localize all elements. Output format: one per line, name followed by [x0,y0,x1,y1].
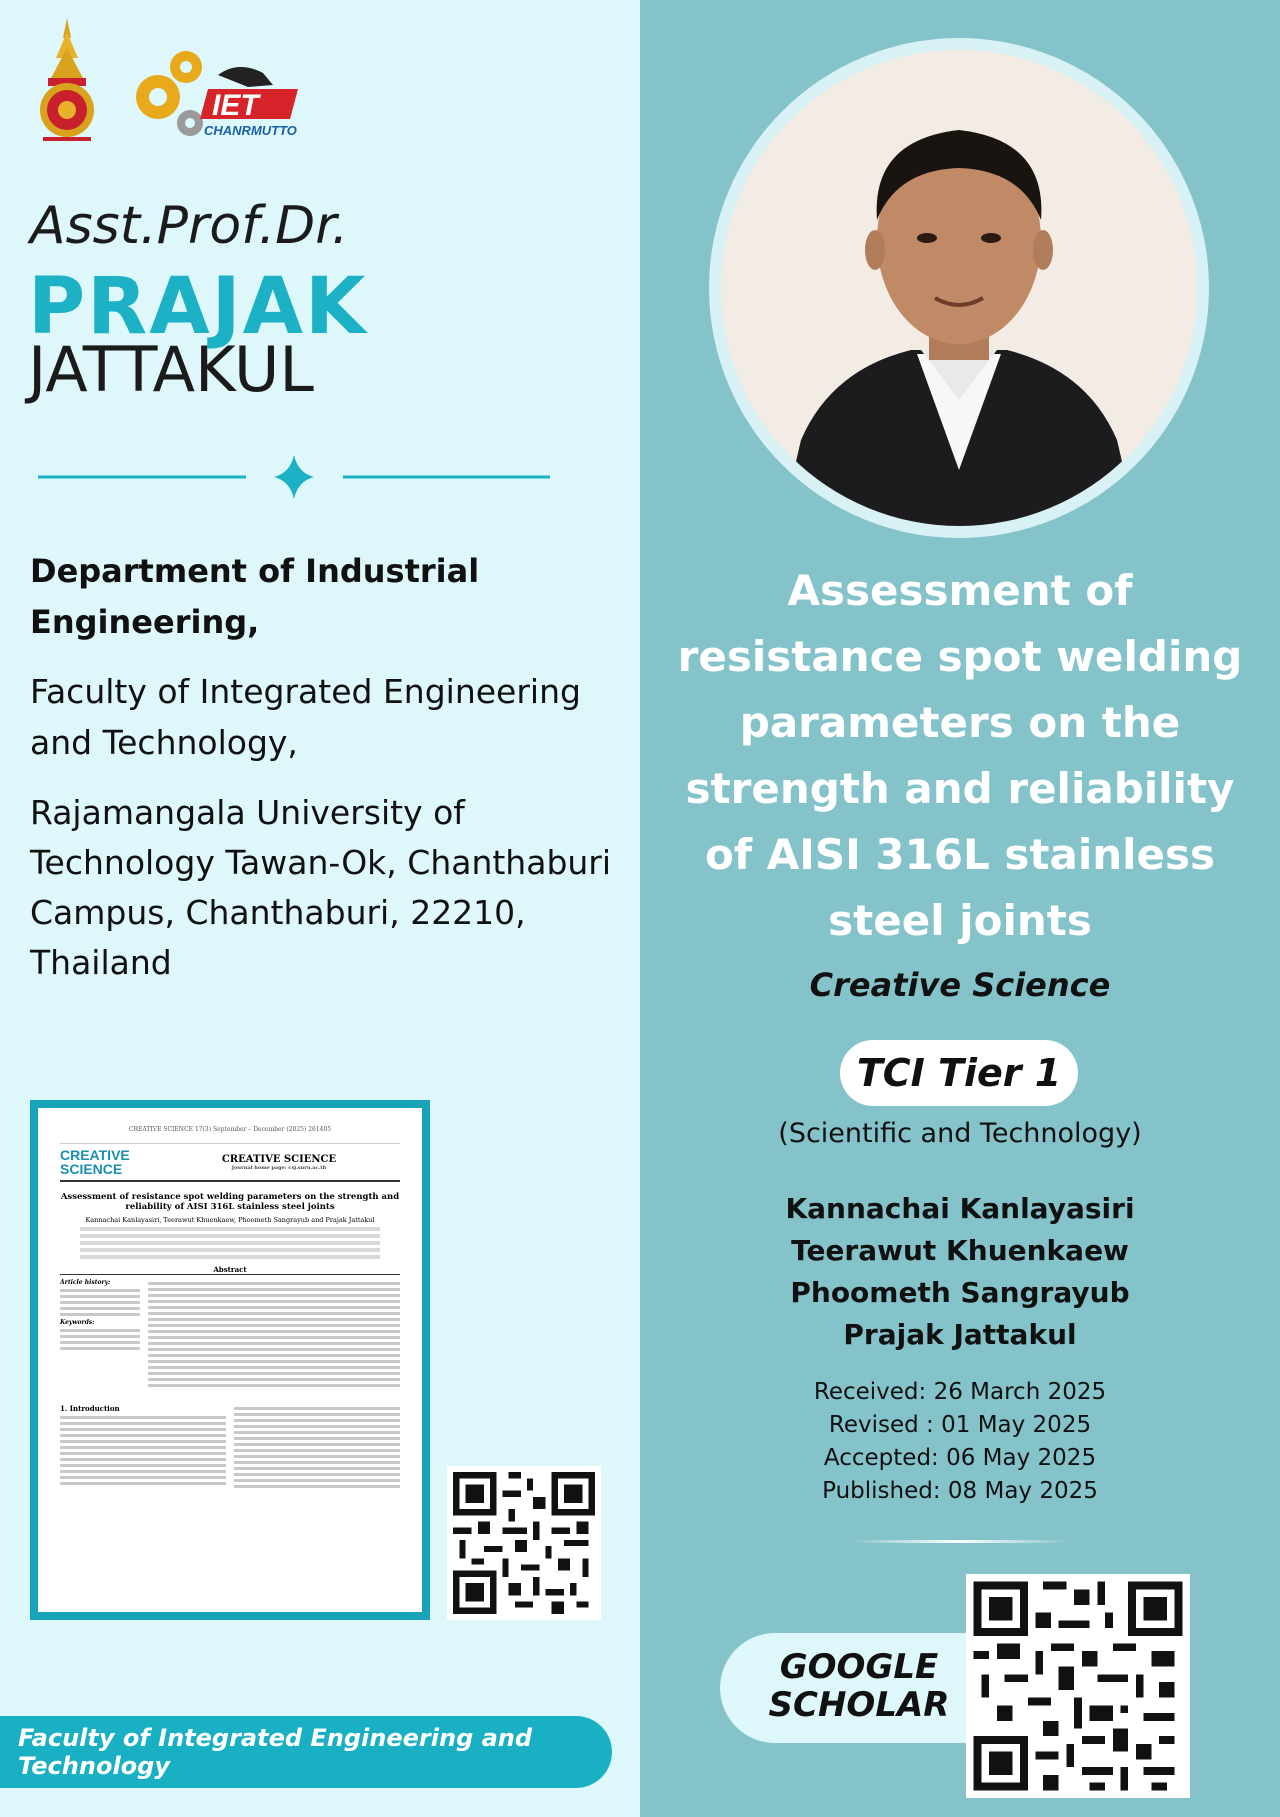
journal-title: Creative Science [809,966,1111,1004]
author-list [660,1188,1260,1356]
sparkle-icon [274,455,314,499]
article-history-label: Article history: [60,1279,111,1286]
abstract-heading: Abstract [60,1265,400,1275]
author-3: Phoometh Sangrayub [790,1276,1130,1309]
published-date: Published: 08 May 2025 [822,1478,1098,1504]
journal-name [158,1154,400,1171]
paper-preview [30,1100,430,1620]
google-scholar-qr-code[interactable] [966,1574,1190,1798]
journal-logo [60,1148,158,1176]
journal-category: (Scientific and Technology) [778,1118,1142,1149]
department: Department of Industrial Engineering, [30,552,480,641]
last-name: JATTAKUL [28,333,314,406]
author-1: Kannachai Kanlayasiri [785,1192,1135,1225]
google-scholar-line1: GOOGLE [779,1647,939,1687]
author-2: Teerawut Khuenkaew [791,1234,1129,1267]
journal-logo-line2: SCIENCE [60,1161,123,1177]
revised-date: Revised : 01 May 2025 [828,1412,1092,1438]
portrait-frame [709,38,1209,538]
keywords-label: Keywords: [60,1319,95,1326]
accepted-date: Accepted: 06 May 2025 [823,1445,1097,1471]
google-scholar-label [748,1648,970,1724]
university-address: Rajamangala University of Technology Tawan-Ok, Chanthaburi Campus, Chanthaburi, 22210, Thailand [30,793,612,982]
intro-heading: 1. Introduction [60,1404,120,1413]
portrait-photo [721,50,1197,526]
iet-logo-subtext: CHANRMUTTO [204,123,297,138]
author-4: Prajak Jattakul [843,1318,1077,1351]
iet-logo [128,45,300,145]
journal-logo-line1: CREATIVE [60,1147,130,1163]
publication-dates [660,1376,1260,1508]
iet-logo-text: IET [212,89,259,122]
faculty: Faculty of Integrated Engineering and Technology, [30,672,581,762]
sparkle-divider [38,455,550,505]
paper-title: Assessment of resistance spot welding parameters on the strength and reliability of AISI 316L stainless steel joints [60,1192,400,1212]
journal-name-text: CREATIVE SCIENCE [221,1153,337,1165]
footer-banner [0,1716,612,1788]
paper-authors: Kannachai Kanlayasiri, Teerawut Khuenkaew, Phoometh Sangrayub and Prajak Jattakul [85,1216,375,1224]
footer-text: Faculty of Integrated Engineering and Technology [18,1724,533,1780]
right-divider [848,1540,1070,1543]
abstract-columns [60,1279,400,1390]
article-title: Assessment of resistance spot welding parameters on the strength and reliability of AISI 316L stainless steel joints [677,566,1243,945]
google-scholar-line2: SCHOLAR [768,1685,950,1725]
paper-qr-code[interactable] [447,1466,601,1620]
tci-tier-badge: TCI Tier 1 [840,1040,1078,1106]
first-name: PRAJAK [28,262,368,352]
university-logo [38,18,96,143]
journal-banner [60,1143,400,1182]
received-date: Received: 26 March 2025 [813,1379,1107,1405]
academic-title: Asst.Prof.Dr. [30,196,349,256]
journal-homepage: Journal home page: csj.snru.ac.th [231,1164,327,1171]
paper-header: CREATIVE SCIENCE 17(3) September – December (2025) 261405 [128,1126,332,1133]
